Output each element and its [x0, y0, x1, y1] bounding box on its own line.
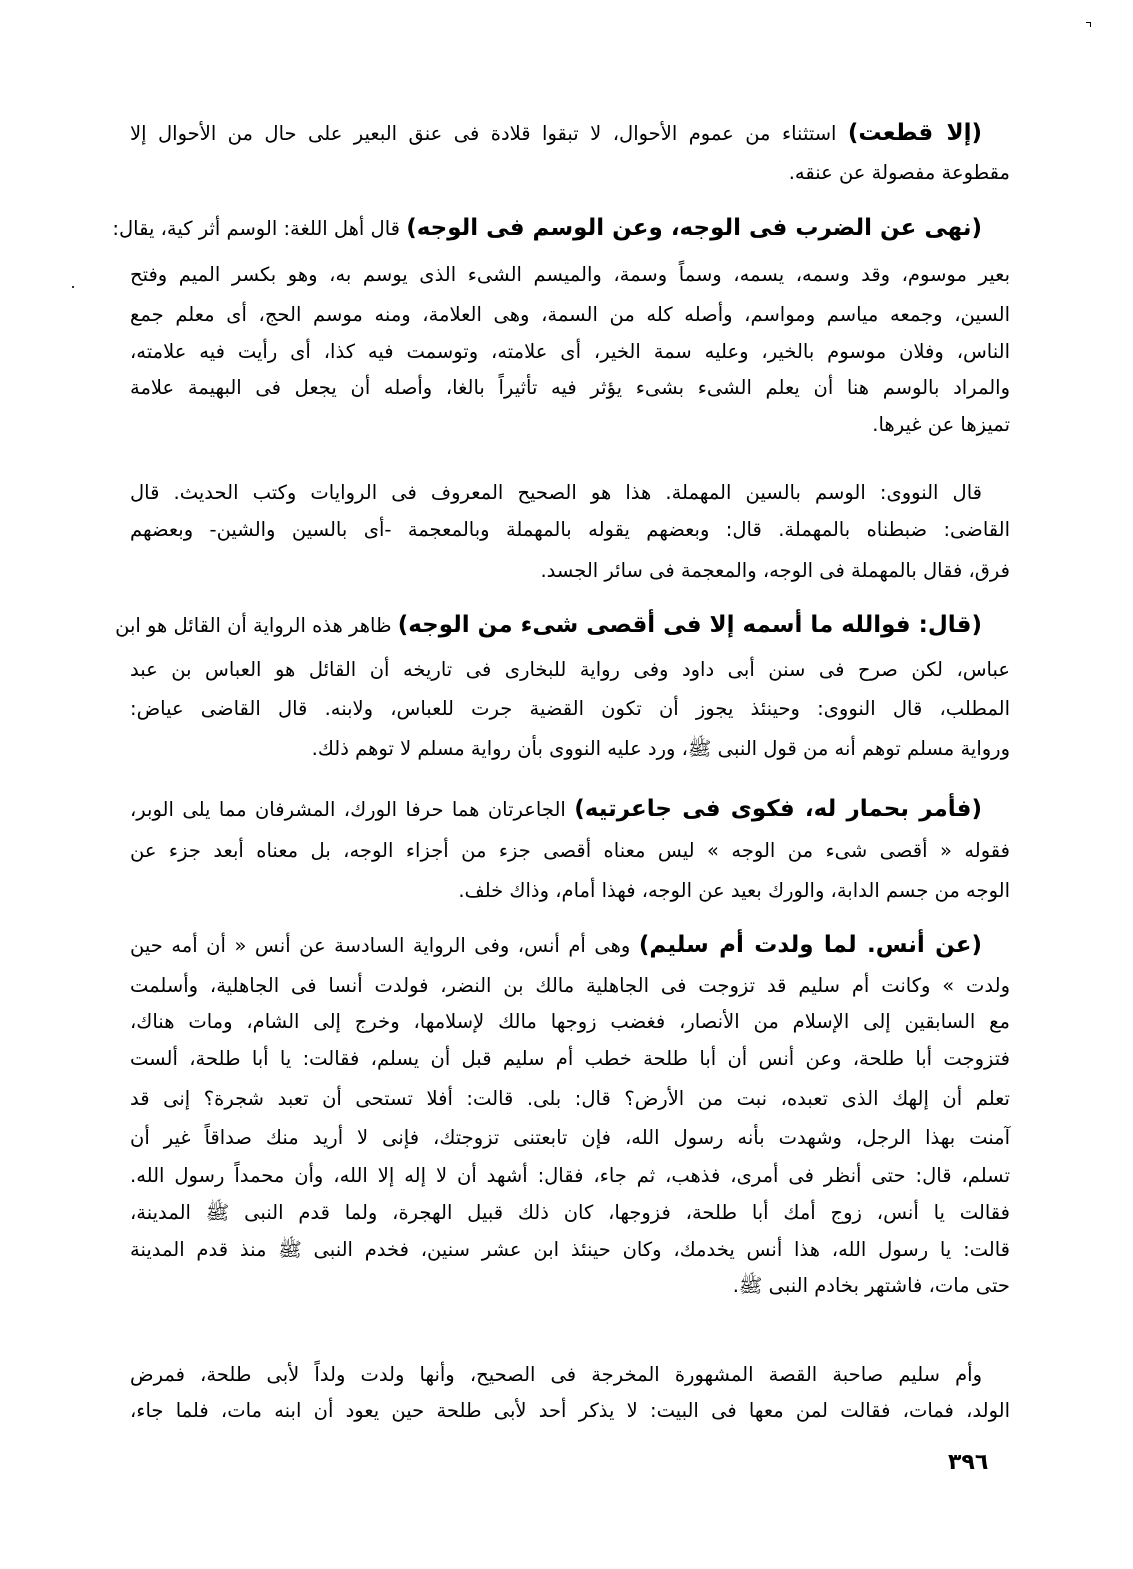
paragraph-4-heading: (قال: فوالله ما أسمه إلا فى أقصى شىء من الوجه) — [397, 612, 982, 638]
paragraph-2-line-6: تميزها عن غيرها. — [872, 413, 1010, 436]
paragraph-6-line-7: تسلم، قال: حتى أنظر فى أمرى، فذهب، ثم جاء، فقال: أشهد أن لا إله إلا الله، وأن محمداً رسول الله. — [130, 1164, 1010, 1187]
paragraph-6-line-1: (عن أنس. لما ولدت أم سليم) وهى أم أنس، وفى الرواية السادسة عن أنس « أن أمه حين — [130, 932, 982, 958]
paragraph-4-line-1: (قال: فوالله ما أسمه إلا فى أقصى شىء من الوجه) ظاهر هذه الرواية أن القائل هو ابن — [115, 612, 982, 638]
scan-artifact-dot — [72, 286, 74, 288]
paragraph-6-line-5: تعلم أن إلهك الذى تعبده، نبت من الأرض؟ قال: بلى. قالت: أفلا تستحى أن تعبد شجرة؟ إنى قد — [130, 1087, 1010, 1110]
paragraph-7-line-2: الولد، فمات، فقالت لمن معها فى البيت: لا يذكر أحد لأبى طلحة حين يعود أن ابنه مات، فلما جاء، — [130, 1399, 1010, 1422]
paragraph-6-line-10: حتى مات، فاشتهر بخادم النبى ﷺ. — [732, 1274, 1010, 1297]
paragraph-1-line-1: (إلا قطعت) استثناء من عموم الأحوال، لا تبقوا قلادة فى عنق البعير على حال من الأحوال إلا — [130, 120, 982, 146]
paragraph-4-line-4: ورواية مسلم توهم أنه من قول النبى ﷺ، ورد عليه النووى بأن رواية مسلم لا توهم ذلك. — [311, 737, 1010, 760]
paragraph-2-line-4: الناس، وفلان موسوم بالخير، وعليه سمة الخير، أى علامته، وتوسمت فيه كذا، أى رأيت فيه علامته، — [130, 340, 1010, 363]
paragraph-6-line-8: فقالت يا أنس، زوج أمك أبا طلحة، فزوجها، كان ذلك قبيل الهجرة، ولما قدم النبى ﷺ المدينة، — [130, 1201, 1010, 1224]
paragraph-5-line-1: (فأمر بحمار له، فكوى فى جاعرتيه) الجاعرتان هما حرفا الورك، المشرفان مما يلى الوبر، — [130, 796, 982, 822]
paragraph-2-line-3: السين، وجمعه مياسم ومواسم، وأصله كله من السمة، وهى العلامة، ومنه موسم الحج، أى معلم جمع — [130, 303, 1010, 326]
paragraph-3-line-1: قال النووى: الوسم بالسين المهملة. هذا هو الصحيح المعروف فى الروايات وكتب الحديث. قال — [130, 481, 982, 504]
paragraph-3-line-2: القاضى: ضبطناه بالمهملة. قال: وبعضهم يقوله بالمهملة وبالمعجمة -أى بالسين والشين- وبعضهم — [130, 518, 1010, 541]
paragraph-5-heading: (فأمر بحمار له، فكوى فى جاعرتيه) — [574, 796, 982, 822]
paragraph-2-heading: (نهى عن الضرب فى الوجه، وعن الوسم فى الوجه) — [406, 215, 982, 241]
scan-artifact-mark — [1086, 22, 1091, 27]
paragraph-6-line-9: قالت: يا رسول الله، هذا أنس يخدمك، وكان حينئذ ابن عشر سنين، فخدم النبى ﷺ منذ قدم المدينة — [130, 1238, 1010, 1261]
paragraph-4-line-3: المطلب، قال النووى: وحينئذ يجوز أن تكون القضية جرت للعباس، ولابنه. قال القاضى عياض: — [130, 697, 1010, 720]
page-number: ٣٩٦ — [948, 1450, 989, 1475]
paragraph-2-line-1: (نهى عن الضرب فى الوجه، وعن الوسم فى الوجه) قال أهل اللغة: الوسم أثر كية، يقال: — [112, 215, 982, 241]
paragraph-7-line-1: وأم سليم صاحبة القصة المشهورة المخرجة فى الصحيح، وأنها ولدت ولداً لأبى طلحة، فمرض — [130, 1363, 982, 1386]
paragraph-1-line-2: مقطوعة مفصولة عن عنقه. — [788, 161, 1010, 184]
paragraph-6-line-6: آمنت بهذا الرجل، وشهدت بأنه رسول الله، فإن تابعتنى تزوجتك، فإنى لا أريد منك صداقاً غير أن — [130, 1126, 1010, 1149]
paragraph-6-line-3: مع السابقين إلى الإسلام من الأنصار، فغضب زوجها مالك لإسلامها، وخرج إلى الشام، ومات هناك، — [130, 1010, 1010, 1033]
paragraph-6-line-2: ولدت » وكانت أم سليم قد تزوجت فى الجاهلية مالك بن النضر، فولدت أنسا فى الجاهلية، وأسلمت — [130, 974, 1010, 997]
paragraph-4-line-2: عباس، لكن صرح فى سنن أبى داود وفى رواية للبخارى فى تاريخه أن القائل هو العباس بن عبد — [130, 658, 1010, 681]
paragraph-6-heading: (عن أنس. لما ولدت أم سليم) — [638, 932, 982, 958]
paragraph-1-heading: (إلا قطعت) — [847, 120, 982, 146]
paragraph-2-line-2: بعير موسوم، وقد وسمه، يسمه، وسماً وسمة، والميسم الشىء الذى يوسم به، وهو بكسر الميم وفتح — [130, 263, 1010, 286]
paragraph-2-line-5: والمراد بالوسم هنا أن يعلم الشىء بشىء يؤثر فيه تأثيراً بالغا، وأصله أن يجعل فى البهيمة علامة — [130, 376, 1010, 399]
paragraph-5-line-2: فقوله « أقصى شىء من الوجه » ليس معناه أقصى جزء من أجزاء الوجه، بل معناه أبعد جزء عن — [130, 839, 1010, 862]
paragraph-5-line-3: الوجه من جسم الدابة، والورك بعيد عن الوجه، فهذا أمام، وذاك خلف. — [458, 879, 1010, 902]
paragraph-3-line-3: فرق، فقال بالمهملة فى الوجه، والمعجمة فى سائر الجسد. — [540, 559, 1010, 582]
paragraph-6-line-4: فتزوجت أبا طلحة، وعن أنس أن أبا طلحة خطب أم سليم قبل أن يسلم، فقالت: يا أبا طلحة، ألست — [130, 1047, 1010, 1070]
